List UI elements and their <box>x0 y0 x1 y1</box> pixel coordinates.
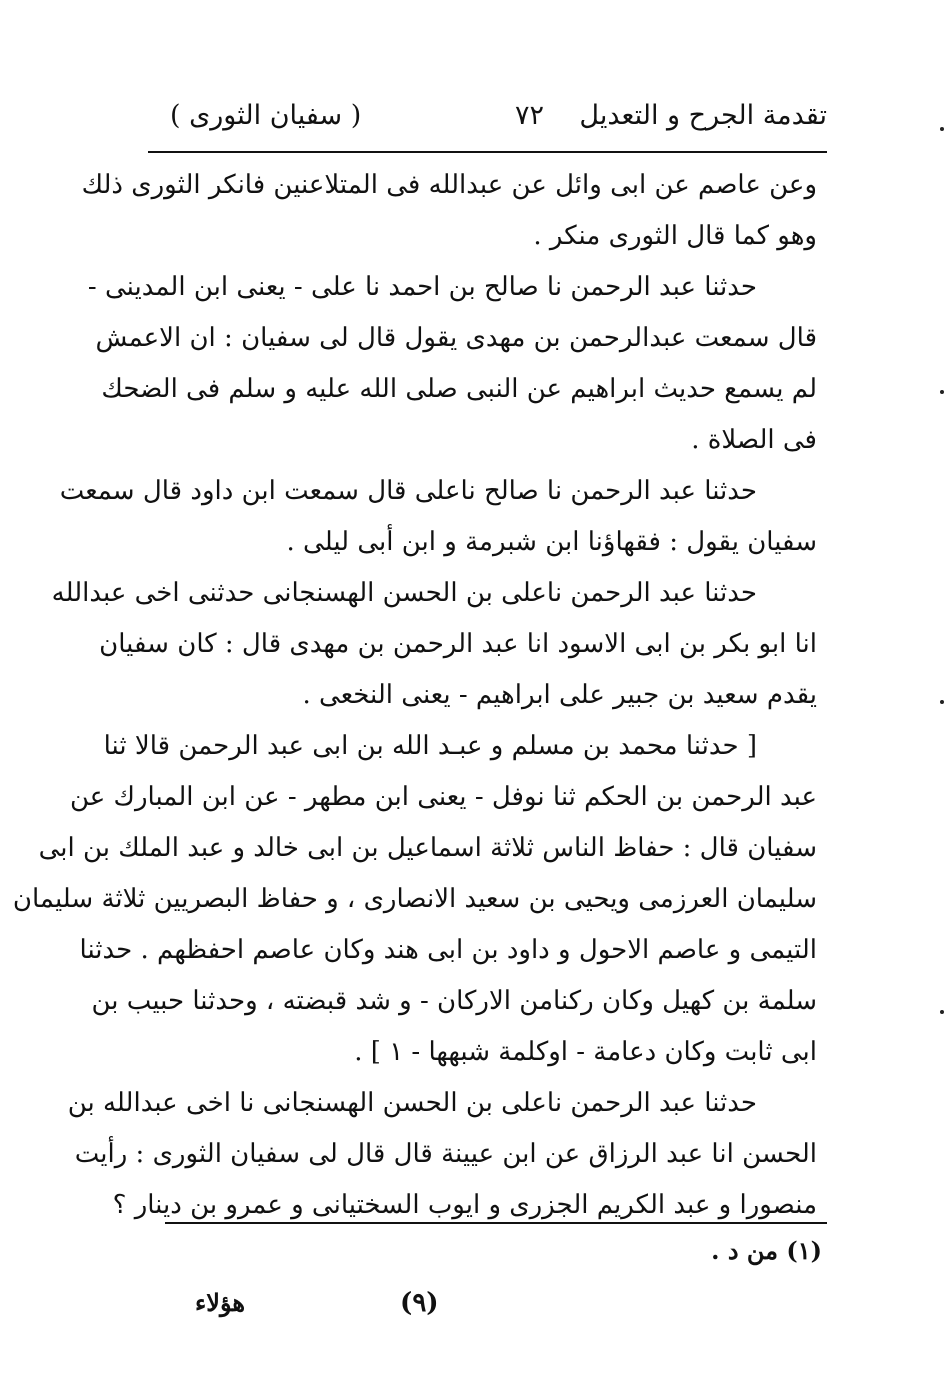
body-line: [ حدثنا محمد بن مسلم و عبـد الله بن ابى عبد الرحمن قالا ثنا <box>103 731 757 761</box>
margin-dot <box>940 1010 944 1014</box>
section-title: ( سفيان الثورى ) <box>170 100 362 131</box>
footnote-rule <box>165 1222 827 1224</box>
body-line: قال سمعت عبدالرحمن بن مهدى يقول قال لى سفيان : ان الاعمش <box>95 323 817 353</box>
body-line: حدثنا عبد الرحمن ناعلى بن الحسن الهسنجانى نا اخى عبدالله بن <box>67 1088 757 1118</box>
margin-dot <box>940 390 944 394</box>
body-line: عبد الرحمن بن الحكم ثنا نوفل - يعنى ابن مطهر - عن ابن المبارك عن <box>69 782 817 812</box>
signature-mark: (٩) <box>400 1288 439 1318</box>
margin-dot <box>940 700 944 704</box>
body-line: وعن عاصم عن ابى وائل عن عبدالله فى المتلاعنين فانكر الثورى ذلك <box>81 170 817 200</box>
body-line: فى الصلاة . <box>691 425 817 455</box>
body-line: التيمى و عاصم الاحول و داود بن ابى هند وكان عاصم احفظهم . حدثنا <box>79 935 817 965</box>
body-line: انا ابو بكر بن ابى الاسود انا عبد الرحمن بن مهدى قال : كان سفيان <box>99 629 817 659</box>
footnote: (١) من د . <box>711 1236 822 1265</box>
body-line: سفيان قال : حفاظ الناس ثلاثة اسماعيل بن ابى خالد و عبد الملك بن ابى <box>38 833 817 863</box>
body-line: ابى ثابت وكان دعامة - اوكلمة شبهها - ١ ] . <box>354 1037 817 1067</box>
body-line: يقدم سعيد بن جبير على ابراهيم - يعنى النخعى . <box>302 680 817 710</box>
body-line: الحسن انا عبد الرزاق عن ابن عيينة قال قال لى سفيان الثورى : رأيت <box>74 1139 817 1169</box>
page-number: ٧٢ <box>514 100 544 131</box>
body-line: سفيان يقول : فقهاؤنا ابن شبرمة و ابن أبى ليلى . <box>286 527 817 557</box>
body-line: سليمان العرزمى ويحيى بن سعيد الانصارى ، و حفاظ البصريين ثلاثة سليمان <box>12 884 817 914</box>
body-line: وهو كما قال الثورى منكر . <box>533 221 817 251</box>
page-header <box>170 100 827 146</box>
catchword: هؤلاء <box>195 1288 246 1317</box>
body-line: سلمة بن كهيل وكان ركنامن الاركان - و شد قبضته ، وحدثنا حبيب بن <box>91 986 817 1016</box>
body-line: حدثنا عبد الرحمن نا صالح بن احمد نا على - يعنى ابن المدينى - <box>87 272 757 302</box>
margin-dot <box>940 127 944 131</box>
body-text <box>12 160 817 1231</box>
body-line: منصورا و عبد الكريم الجزرى و ايوب السختيانى و عمرو بن دينار ؟ <box>112 1190 817 1220</box>
body-line: حدثنا عبد الرحمن نا صالح ناعلى قال سمعت ابن داود قال سمعت <box>59 476 757 506</box>
header-rule <box>148 151 827 153</box>
body-line: حدثنا عبد الرحمن ناعلى بن الحسن الهسنجانى حدثنى اخى عبدالله <box>51 578 757 608</box>
book-title: تقدمة الجرح و التعديل <box>579 100 827 131</box>
body-line: لم يسمع حديث ابراهيم عن النبى صلى الله عليه و سلم فى الضحك <box>101 374 817 404</box>
